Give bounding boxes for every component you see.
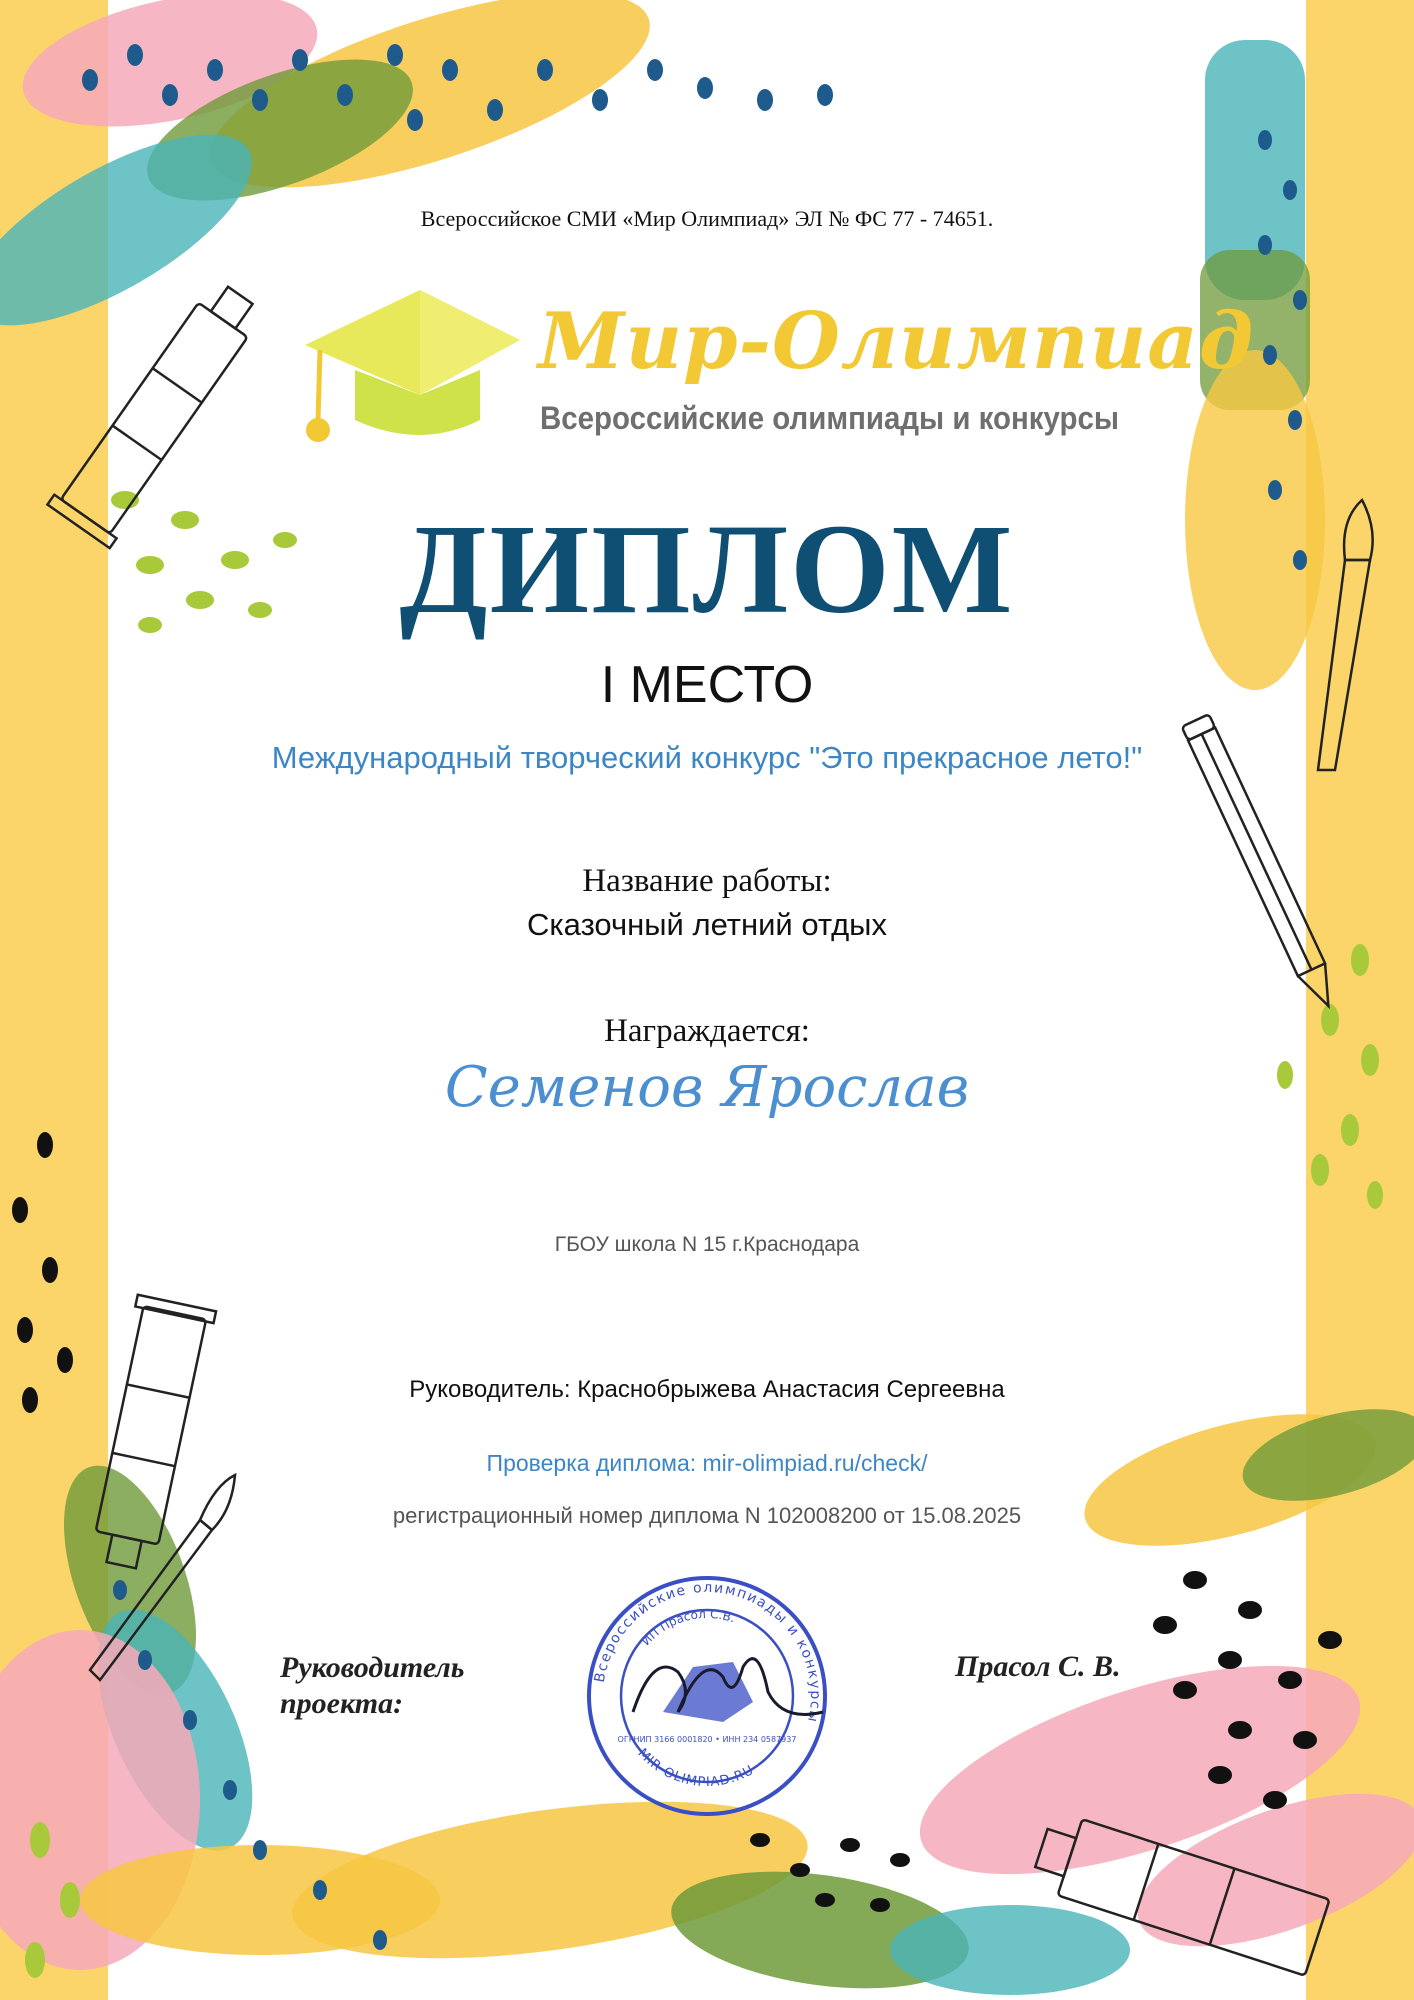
seal-outer-text: Всероссийские олимпиады и конкурсы — [591, 1579, 824, 1725]
svg-text:ИП Прасол С.В. — [639, 1607, 737, 1648]
seal-inner-text: ИП Прасол С.В. — [638, 1606, 738, 1649]
diploma-title: ДИПЛОМ — [399, 498, 1015, 640]
leader-text: Руководитель: Краснобрыжева Анастасия Сергеевна — [409, 1376, 1005, 1403]
media-registry-text: Всероссийское СМИ «Мир Олимпиад» ЭЛ № ФС 77 - 74651. — [420, 206, 994, 231]
awarded-label: Награждается: — [604, 1013, 810, 1049]
stamp-seal — [583, 1572, 831, 1820]
contest-name: Международный творческий конкурс "Это прекрасное лето!" — [271, 740, 1143, 775]
seal-ogrn-text: ОГРНИП 3166 0001820 • ИНН 234 0587937 — [617, 1735, 797, 1744]
recipient-name: Семенов Ярослав — [444, 1055, 970, 1120]
school-name: ГБОУ школа N 15 г.Краснодара — [554, 1233, 860, 1256]
signature-label: Руководитель проекта: — [280, 1651, 465, 1720]
work-title-value: Сказочный летний отдых — [527, 907, 887, 942]
logo-title: Мир-Олимпиад — [538, 296, 1255, 387]
seal-bottom-text: MIR-OLIMPIAD.RU — [634, 1745, 757, 1791]
signer-name: Прасол С. В. — [955, 1650, 1121, 1683]
logo-subtitle: Всероссийские олимпиады и конкурсы — [540, 400, 1119, 436]
work-title-label: Название работы: — [582, 863, 832, 899]
place-text: I МЕСТО — [600, 656, 814, 714]
teal-splash — [890, 1905, 1130, 1995]
registration-number: регистрационный номер диплома N 102008200 от 15.08.2025 — [392, 1503, 1022, 1528]
check-link[interactable]: Проверка диплома: mir-olimpiad.ru/check/ — [486, 1450, 928, 1476]
svg-text:MIR-OLIMPIAD.RU — [635, 1746, 757, 1790]
